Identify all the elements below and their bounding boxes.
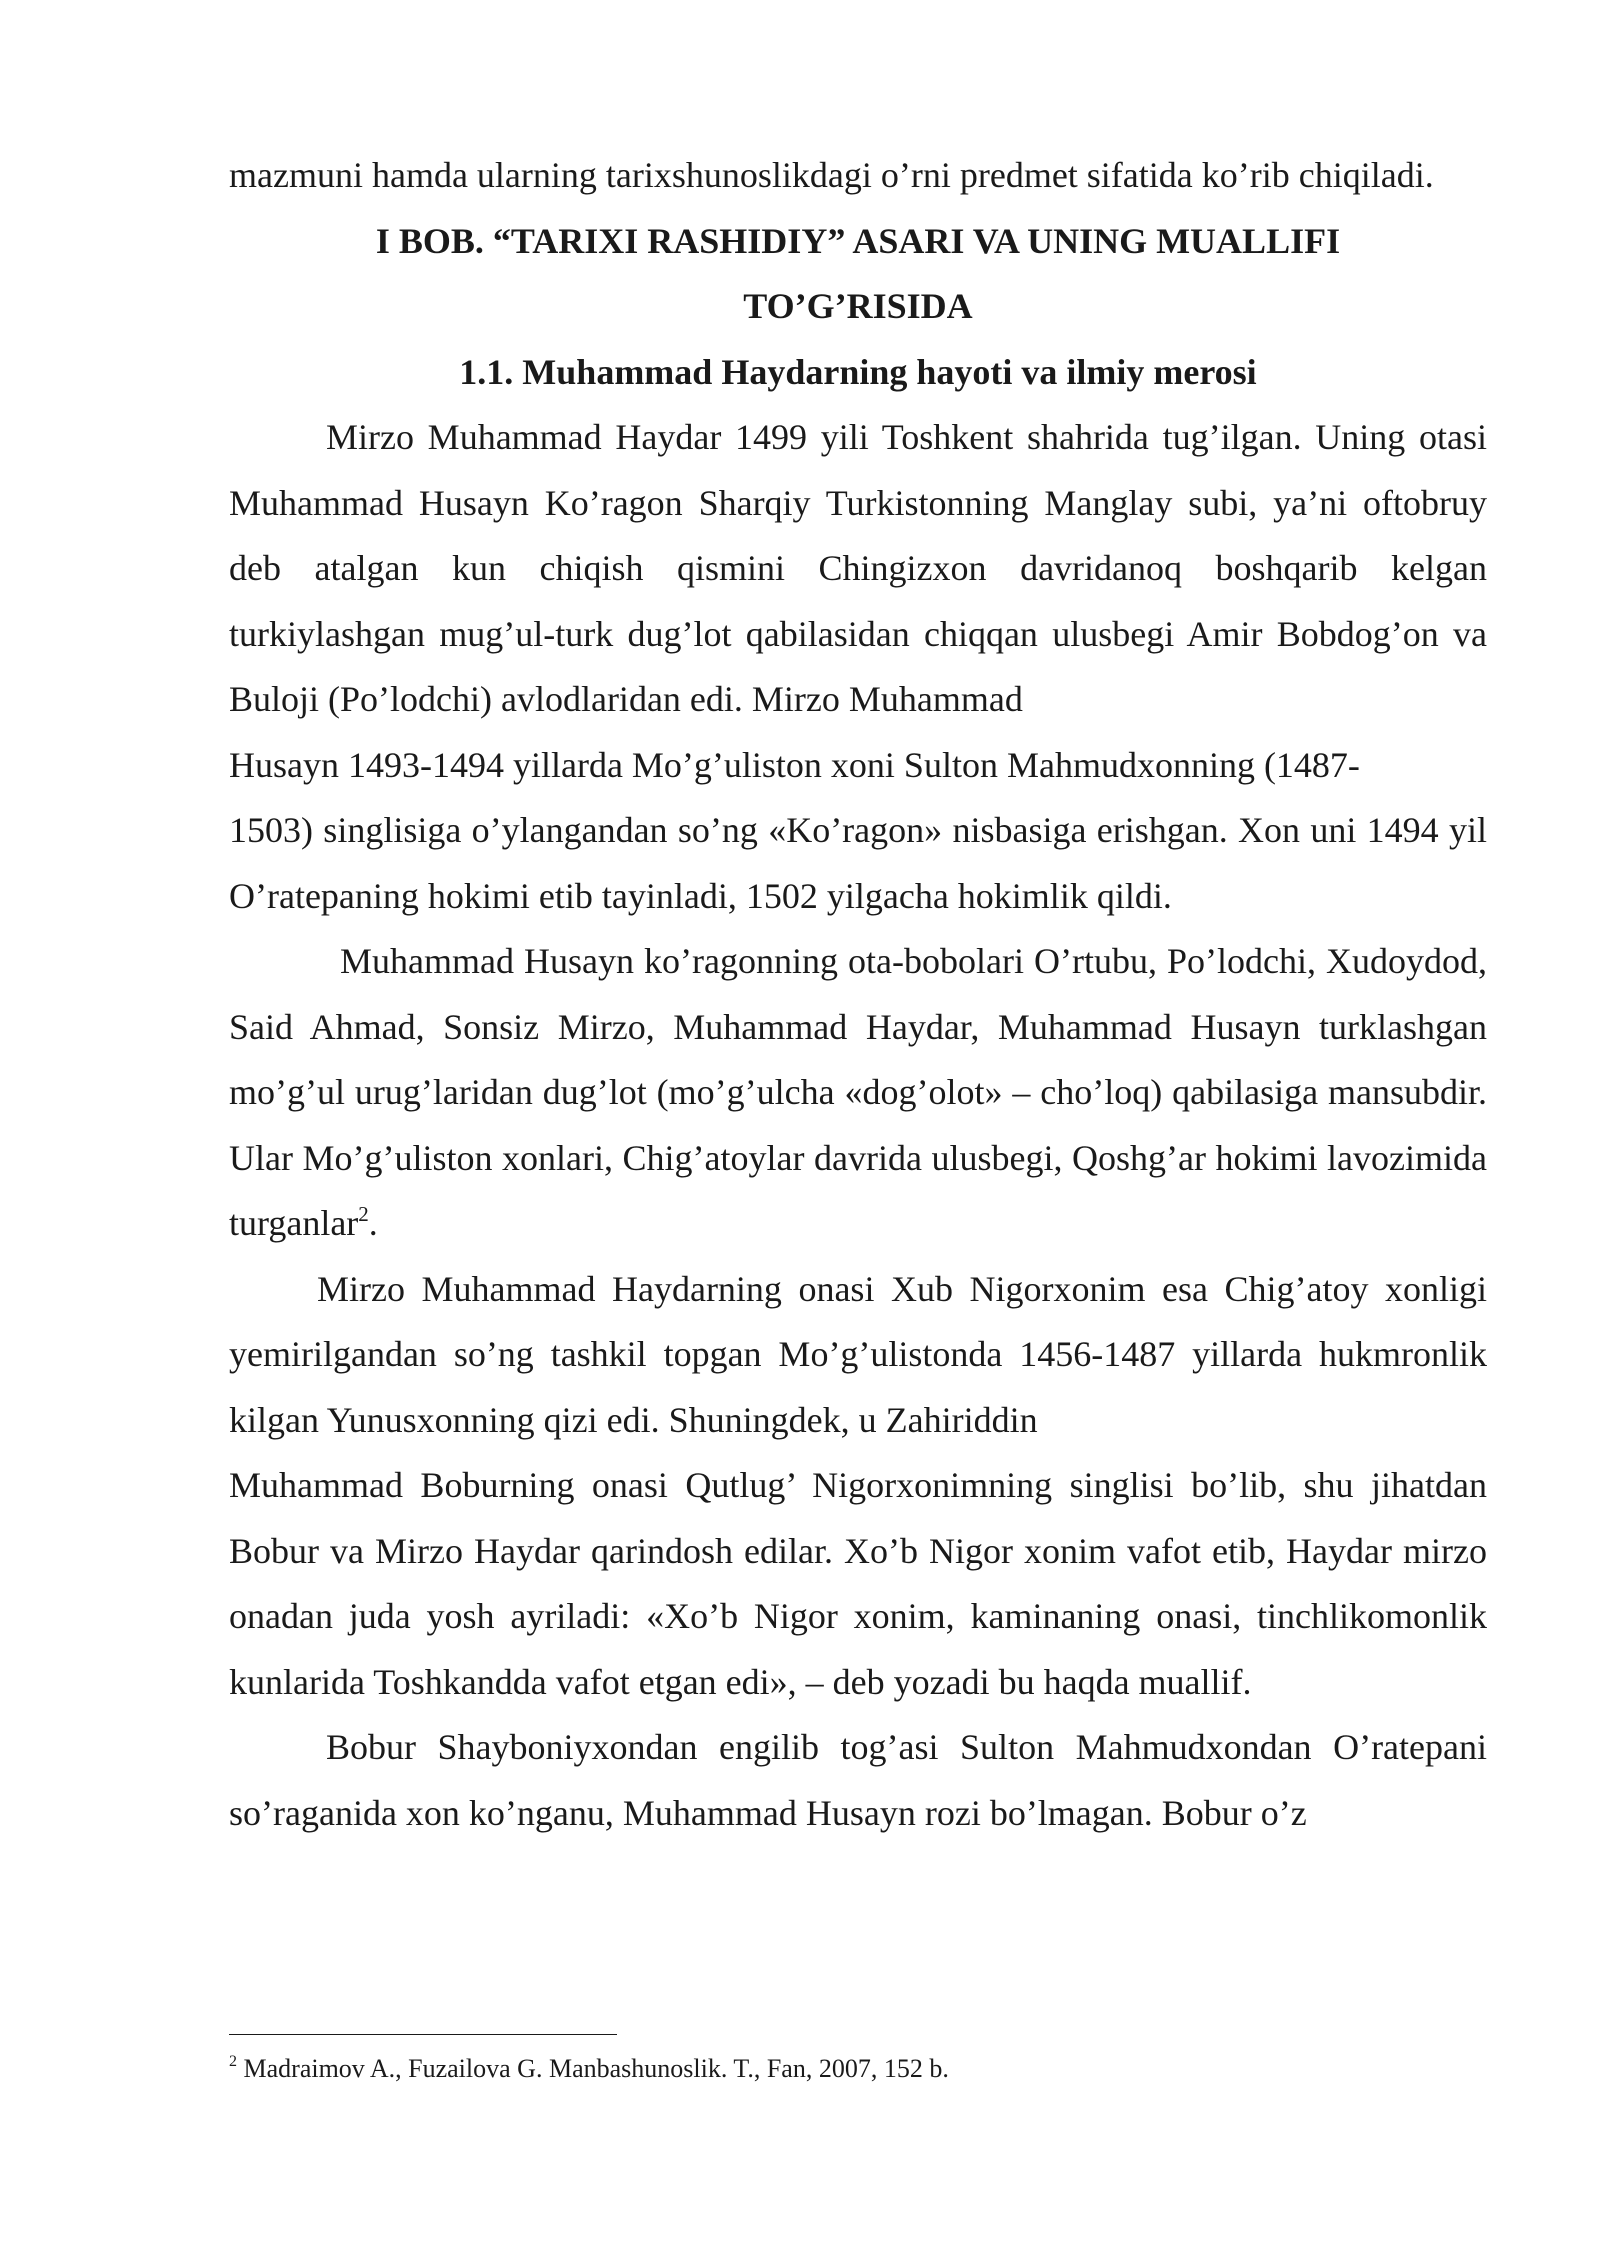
paragraph-bobur: Bobur Shayboniyxondan engilib tog’asi Sulton Mahmudxondan O’ratepani so’raganida xon ko’nganu, Muhammad Husayn rozi bo’lmagan. Bobur o’z: [229, 1727, 1487, 1833]
footnote-number: 2: [229, 2053, 237, 2070]
footnote: [229, 2050, 1487, 2088]
paragraph-ancestors: [229, 929, 1487, 1257]
footnote-reference[interactable]: 2: [358, 1202, 369, 1226]
chapter-heading-line-2: TO’G’RISIDA: [743, 286, 973, 326]
paragraph-ancestors-end: .: [368, 1203, 378, 1243]
paragraph-birth-end: 1503) singlisiga o’ylangandan so’ng «Ko’ragon» nisbasiga erishgan. Xon uni 1494 yil O’ratepaning hokimi etib tayinladi, 1502 yilgacha hokimlik qildi.: [229, 810, 1487, 916]
section-heading: 1.1. Muhammad Haydarning hayoti va ilmiy merosi: [459, 351, 1257, 392]
body-text: [229, 143, 1487, 1846]
footnote-separator: [229, 2034, 617, 2035]
chapter-heading-line-1: I BOB. “TARIXI RASHIDIY” ASARI VA UNING MUALLIFI: [375, 220, 1341, 261]
paragraph-birth-line: Husayn 1493-1494 yillarda Mo’g’uliston xoni Sulton Mahmudxonning (1487-: [229, 744, 1360, 785]
paragraph-intro-continuation: mazmuni hamda ularning tarixshunoslikdagi o’rni predmet sifatida ko’rib chiqiladi.: [229, 155, 1434, 195]
footnote-text: Madraimov A., Fuzailova G. Manbashunoslik. T., Fan, 2007, 152 b.: [237, 2054, 949, 2083]
paragraph-ancestors-text: Muhammad Husayn ko’ragonning ota-bobolari O’rtubu, Po’lodchi, Xudoydod, Said Ahmad, Sonsiz Mirzo, Muhammad Haydar, Muhammad Husayn turklashgan mo’g’ul urug’laridan dug’lot (mo’g’ulcha «dog’olot» – cho’loq) qabilasiga mansubdir. Ular Mo’g’uliston xonlari, Chig’atoylar davrida ulusbegi, Qoshg’ar hokimi lavozimida turganlar: [229, 941, 1487, 1243]
paragraph-mother: Mirzo Muhammad Haydarning onasi Xub Nigorxonim esa Chig’atoy xonligi yemirilgandan so’ng tashkil topgan Mo’g’ulistonda 1456-1487 yillarda hukmronlik kilgan Yunusxonning qizi edi. Shuningdek, u Zahiriddin: [229, 1268, 1487, 1440]
paragraph-mother-continued: Muhammad Boburning onasi Qutlug’ Nigorxonimning singlisi bo’lib, shu jihatdan Bobur va Mirzo Haydar qarindosh edilar. Xo’b Nigor xonim vafot etib, Haydar mirzo onadan juda yosh ayriladi: «Xo’b Nigor xonim, kaminaning onasi, tinchlikomonlik kunlarida Toshkandda vafot etgan edi», – deb yozadi bu haqda muallif.: [229, 1465, 1487, 1702]
paragraph-birth: Mirzo Muhammad Haydar 1499 yili Toshkent shahrida tug’ilgan. Uning otasi Muhammad Husayn Ko’ragon Sharqiy Turkistonning Manglay subi, ya’ni oftobruy deb atalgan kun chiqish qismini Chingizxon davridanoq boshqarib kelgan turkiylashgan mug’ul-turk dug’lot qabilasidan chiqqan ulusbegi Amir Bobdog’on va Buloji (Po’lodchi) avlodlaridan edi. Mirzo Muhammad: [229, 417, 1487, 719]
